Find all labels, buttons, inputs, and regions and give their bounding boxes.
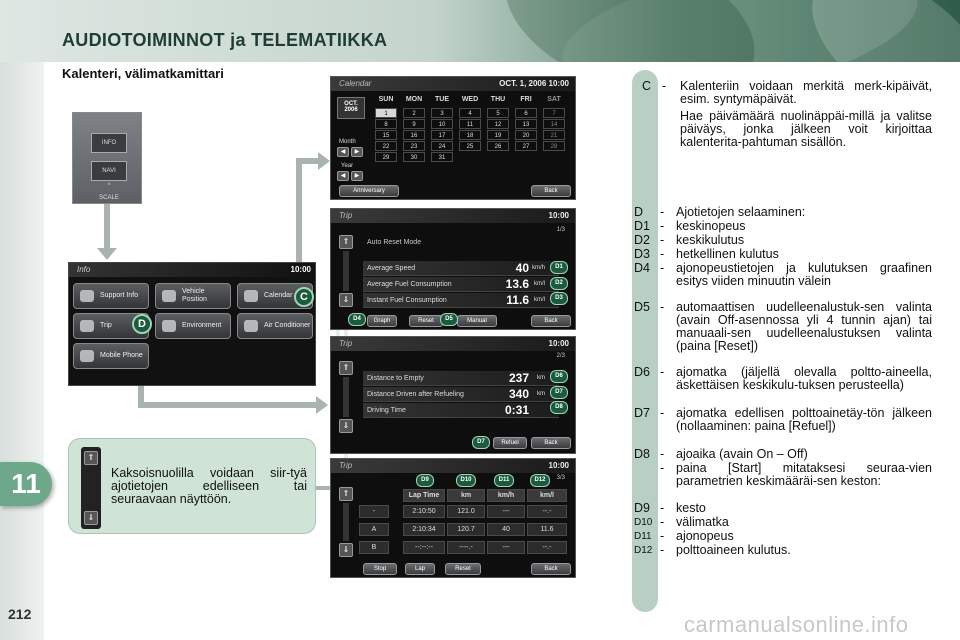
legend-text: ajonopeus: [676, 529, 734, 543]
month-box: OCT. 2006: [337, 97, 365, 119]
legend-dash: -: [660, 365, 665, 379]
year-prev-button[interactable]: ◀: [337, 171, 349, 181]
legend-dash: -: [660, 233, 665, 247]
calendar-date-cell[interactable]: 15: [375, 130, 397, 140]
calendar-day-header: SAT: [547, 96, 561, 103]
section-subtitle: Kalenteri, välimatkamittari: [62, 66, 224, 81]
calendar-date-cell[interactable]: 8: [375, 119, 397, 129]
legend-key: D5: [634, 300, 650, 314]
scrollbar[interactable]: [343, 503, 349, 541]
legend-key: D12: [634, 545, 653, 556]
scroll-down-button[interactable]: ⇓: [339, 543, 353, 557]
legend-key: D: [634, 205, 644, 219]
legend-key: D6: [634, 365, 650, 379]
connector-arrow: [316, 396, 328, 414]
legend-dash: -: [660, 219, 665, 233]
row-label: Average Fuel Consumption: [367, 281, 452, 288]
badge-d8: D8: [550, 401, 568, 414]
legend-text: välimatka: [676, 515, 729, 529]
row-label: Distance to Empty: [367, 375, 424, 382]
trip-row: [363, 387, 559, 402]
trip1-page: 1/3: [556, 227, 565, 233]
legend-key: D8: [634, 447, 650, 461]
page-title: AUDIOTOIMINNOT ja TELEMATIIKKA: [62, 30, 388, 50]
trip1-header: [331, 209, 575, 223]
legend-text: keskinopeus: [676, 219, 746, 233]
scale-hardware-label: SCALE: [99, 195, 119, 201]
trip2-header: [331, 337, 575, 351]
badge-d7: D7: [550, 386, 568, 399]
calendar-button[interactable]: Calendar: [237, 283, 313, 309]
legend-text: Ajotietojen selaaminen:: [676, 205, 806, 219]
legend-text: paina [Start] mitataksesi seuraa-vien parametrien keskimääräi-sen keston:: [676, 461, 932, 488]
calendar-date-cell[interactable]: 2: [403, 108, 425, 118]
calendar-date-cell[interactable]: 21: [543, 130, 565, 140]
month-label: Month: [339, 139, 356, 145]
legend-key: D9: [634, 501, 650, 515]
badge-d11: D11: [494, 474, 514, 487]
row-unit: km/l: [534, 297, 545, 303]
info-header: [69, 263, 315, 277]
legend-text: ajomatka edellisen polttoainetäy-tön jälkeen (nollaaminen: paina [Refuel]): [676, 406, 932, 433]
lap-cell: --:--:--: [403, 541, 445, 554]
note-text: Kaksoisnuolilla voidaan siir-tyä ajotietojen edelliseen tai seuraavaan näyttöön.: [111, 466, 307, 506]
legend-text: ajonopeustietojen ja kulutuksen graafinen esitys viiden minuutin välein: [676, 261, 932, 288]
row-value: 237: [508, 371, 529, 385]
scrollbar[interactable]: [343, 377, 349, 417]
calendar-date-cell[interactable]: 7: [543, 108, 565, 118]
scroll-up-button[interactable]: ⇑: [339, 361, 353, 375]
back-button[interactable]: Back: [531, 315, 571, 327]
vehicle-position-button[interactable]: Vehicle Position: [155, 283, 231, 309]
month-next-button[interactable]: ▶: [351, 147, 363, 157]
trip1-title: Trip: [339, 211, 353, 220]
scrollbar[interactable]: [343, 251, 349, 291]
legend-key: C: [642, 79, 652, 93]
calendar-day-header: FRI: [520, 96, 532, 103]
lap-cell: 120.7: [447, 523, 485, 536]
connector-arrow: [97, 248, 117, 260]
info-screen: [68, 262, 316, 386]
connector-line: [104, 204, 110, 250]
legend-key: D3: [634, 247, 650, 261]
calendar-date-cell[interactable]: 23: [403, 141, 425, 151]
lap-table-header: km/h: [487, 489, 525, 502]
calendar-date-cell[interactable]: 12: [487, 119, 509, 129]
legend-text: Hae päivämäärä nuolinäppäi-millä ja valitse päiväys, jonka jälkeen voit kirjoittaa kalenterita-pahtuman sisällön.: [680, 109, 932, 149]
legend-dash: -: [660, 515, 665, 529]
year-label: Year: [341, 163, 354, 169]
badge-c: C: [294, 287, 314, 307]
calendar-date-cell[interactable]: 3: [431, 108, 453, 118]
legend-dash: -: [660, 261, 665, 275]
trip3-title: Trip: [339, 461, 353, 470]
refuel-button[interactable]: Refuel: [493, 437, 527, 449]
calendar-date-cell[interactable]: 10: [431, 119, 453, 129]
calendar-date-cell[interactable]: 9: [403, 119, 425, 129]
legend-dash: -: [660, 461, 665, 475]
chapter-tab: 11: [0, 462, 52, 506]
calendar-day-header: WED: [461, 96, 479, 103]
trip3-header: [331, 459, 575, 473]
reset-button[interactable]: Reset: [445, 563, 481, 575]
trip3-time: 10:00: [548, 461, 569, 470]
calendar-date-cell[interactable]: 4: [459, 108, 481, 118]
legend-dash: -: [660, 529, 665, 543]
lap-cell: ---: [487, 505, 525, 518]
calendar-date-cell[interactable]: 24: [431, 141, 453, 151]
lap-cell: 2:10:50: [403, 505, 445, 518]
manual-button[interactable]: Manual: [457, 315, 497, 327]
auto-reset-mode: Auto Reset Mode: [367, 239, 422, 246]
badge-d4: D4: [348, 313, 366, 326]
reset-button[interactable]: Reset: [409, 315, 443, 327]
calendar-date: OCT. 1, 2006 10:00: [499, 79, 569, 88]
badge-d: D: [132, 314, 152, 334]
lap-table-header: Lap Time: [403, 489, 445, 502]
trip2-page: 2/3: [556, 353, 565, 359]
calendar-date-cell[interactable]: 17: [431, 130, 453, 140]
calendar-date-cell[interactable]: 29: [375, 152, 397, 162]
trip2-time: 10:00: [548, 339, 569, 348]
legend-text: automaattisen uudelleenalustuk-sen valinta (avain Off-asennossa yli 4 tunnin ajan) tai manuaali-sen uudelleenalustuksen valinta (paina [Reset]): [676, 300, 932, 353]
back-button[interactable]: Back: [531, 437, 571, 449]
info-title: Info: [77, 265, 91, 274]
calendar-header: [331, 77, 575, 91]
up-hardware-button: ^: [107, 183, 111, 189]
trip-screen-1: [330, 208, 576, 330]
badge-d3: D3: [550, 292, 568, 305]
trip-row: [363, 403, 559, 418]
environment-button[interactable]: Environment: [155, 313, 231, 339]
row-value: 40: [515, 261, 529, 275]
calendar-date-cell[interactable]: 13: [515, 119, 537, 129]
support-info-button[interactable]: Support Info: [73, 283, 149, 309]
calendar-day-header: SUN: [378, 96, 394, 103]
scroll-up-button[interactable]: ⇑: [339, 235, 353, 249]
legend-key: D10: [634, 517, 653, 528]
calendar-date-cell[interactable]: 31: [431, 152, 453, 162]
lap-cell: 11.6: [527, 523, 567, 536]
legend-key: D1: [634, 219, 650, 233]
legend-dash: -: [660, 247, 665, 261]
leaf-decoration: [484, 0, 776, 62]
trip-row: [363, 277, 559, 292]
legend-dash: -: [660, 300, 665, 314]
calendar-title: Calendar: [339, 79, 372, 88]
calendar-day-header: THU: [490, 96, 506, 103]
calendar-day-header: TUE: [435, 96, 449, 103]
row-unit: km/h: [531, 265, 545, 271]
trip2-title: Trip: [339, 339, 353, 348]
anniversary-button[interactable]: Anniversary: [339, 185, 399, 197]
watermark: carmanualsonline.info: [684, 612, 909, 637]
back-button[interactable]: Back: [531, 563, 571, 575]
row-value: 11.6: [506, 293, 529, 307]
badge-d5: D5: [440, 313, 458, 326]
badge-d7-refuel: D7: [472, 436, 490, 449]
calendar-date-cell[interactable]: 28: [543, 141, 565, 151]
scroll-down-button[interactable]: ⇓: [339, 293, 353, 307]
badge-d1: D1: [550, 261, 568, 274]
mobile-phone-button[interactable]: Mobile Phone: [73, 343, 149, 369]
legend-key: D7: [634, 406, 650, 420]
legend-text: Kalenteriin voidaan merkitä merk-kipäivät, esim. syntymäpäivät.: [680, 79, 932, 106]
legend-dash: -: [660, 501, 665, 515]
row-unit: km: [537, 391, 545, 397]
calendar-date-cell[interactable]: 11: [459, 119, 481, 129]
badge-d10: D10: [456, 474, 476, 487]
scroll-down-button[interactable]: ⇓: [339, 419, 353, 433]
calendar-date-cell[interactable]: 18: [459, 130, 481, 140]
lap-button[interactable]: Lap: [405, 563, 435, 575]
trip-button[interactable]: Trip: [73, 313, 149, 339]
page-number: 212: [8, 606, 32, 622]
calendar-date-cell[interactable]: 26: [487, 141, 509, 151]
trip-row: [363, 261, 559, 276]
row-value: 340: [508, 387, 529, 401]
calendar-screen: [330, 76, 576, 200]
info-hardware-button: INFO: [91, 133, 127, 153]
lap-cell: ---: [487, 541, 525, 554]
calendar-date-cell[interactable]: 25: [459, 141, 481, 151]
legend-text: hetkellinen kulutus: [676, 247, 779, 261]
graph-button[interactable]: Graph: [367, 315, 397, 327]
calendar-date-cell[interactable]: 1: [375, 108, 397, 118]
calendar-date-cell[interactable]: 27: [515, 141, 537, 151]
lap-cell: 40: [487, 523, 525, 536]
row-label: Instant Fuel Consumption: [367, 297, 447, 304]
lap-cell: 2:10:34: [403, 523, 445, 536]
row-value: 0:31: [504, 403, 529, 417]
row-unit: km: [537, 375, 545, 381]
badge-d12: D12: [530, 474, 550, 487]
air-conditioner-button[interactable]: Air Conditioner: [237, 313, 313, 339]
row-value: 13.6: [505, 277, 529, 291]
lap-row-label: -: [359, 505, 389, 518]
trip-row: [363, 371, 559, 386]
calendar-date-cell[interactable]: 19: [487, 130, 509, 140]
lap-row-label: A: [359, 523, 389, 536]
note-box: [68, 438, 316, 534]
legend-text: keskikulutus: [676, 233, 745, 247]
scroll-up-button[interactable]: ⇑: [339, 487, 353, 501]
year-next-button[interactable]: ▶: [351, 171, 363, 181]
trip-row: [363, 293, 559, 308]
calendar-day-header: MON: [405, 96, 423, 103]
calendar-date-cell[interactable]: 14: [543, 119, 565, 129]
trip3-page: 3/3: [556, 475, 565, 481]
connector-line: [316, 486, 330, 490]
legend-dash: -: [662, 79, 667, 93]
month-prev-button[interactable]: ◀: [337, 147, 349, 157]
legend-dash: -: [660, 447, 665, 461]
badge-d2: D2: [550, 277, 568, 290]
double-up-arrow-icon: ⇑: [84, 451, 98, 465]
lap-cell: ----.-: [447, 541, 485, 554]
legend-text: ajomatka (jäljellä olevalla poltto-aineella, äskettäisen keskikulu-tuksen perusteella): [676, 365, 932, 392]
lap-row-label: B: [359, 541, 389, 554]
connector-line: [138, 402, 318, 408]
calendar-date-cell[interactable]: 5: [487, 108, 509, 118]
double-down-arrow-icon: ⇓: [84, 511, 98, 525]
calendar-date-cell[interactable]: 20: [515, 130, 537, 140]
calendar-date-cell[interactable]: 16: [403, 130, 425, 140]
device-photo: [72, 112, 142, 204]
legend-text: kesto: [676, 501, 706, 515]
trip1-time: 10:00: [548, 211, 569, 220]
row-unit: km/l: [534, 281, 545, 287]
connector-arrow: [318, 152, 330, 170]
legend-dash: -: [660, 205, 665, 219]
lap-cell: --.-: [527, 505, 567, 518]
legend-key: D11: [634, 531, 652, 542]
legend-key: D2: [634, 233, 650, 247]
legend-dash: -: [660, 406, 665, 420]
legend-key: D4: [634, 261, 650, 275]
legend-text: ajoaika (avain On – Off): [676, 447, 808, 461]
calendar-date-cell[interactable]: 30: [403, 152, 425, 162]
stop-button[interactable]: Stop: [363, 563, 397, 575]
lap-table-header: km/l: [527, 489, 567, 502]
connector-line: [296, 158, 320, 164]
badge-d9: D9: [416, 474, 434, 487]
calendar-date-cell[interactable]: 22: [375, 141, 397, 151]
legend-dash: -: [660, 543, 665, 557]
lap-cell: 121.0: [447, 505, 485, 518]
double-arrow-illustration: [81, 447, 101, 529]
row-label: Average Speed: [367, 265, 416, 272]
lap-table-header: km: [447, 489, 485, 502]
badge-d6: D6: [550, 370, 568, 383]
trip-screen-2: [330, 336, 576, 454]
info-time: 10:00: [290, 265, 311, 274]
back-button[interactable]: Back: [531, 185, 571, 197]
calendar-date-cell[interactable]: 6: [515, 108, 537, 118]
navi-hardware-button: NAVI: [91, 161, 127, 181]
lap-cell: --.-: [527, 541, 567, 554]
legend-text: polttoaineen kulutus.: [676, 543, 791, 557]
row-label: Distance Driven after Refueling: [367, 391, 464, 398]
row-label: Driving Time: [367, 407, 406, 414]
side-strip: [0, 62, 44, 640]
